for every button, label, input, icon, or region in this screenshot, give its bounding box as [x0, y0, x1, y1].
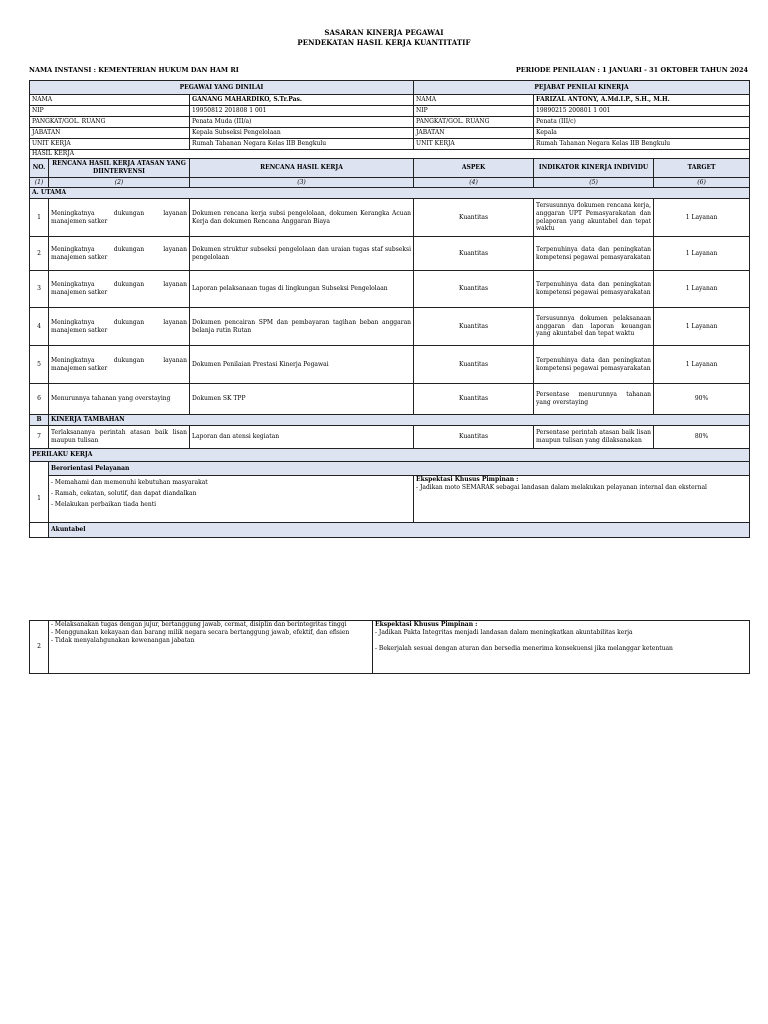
- row-atasan: Meningkatnya dukungan layanan manajemen satker: [49, 199, 190, 237]
- field-label: PANGKAT/GOL. RUANG: [414, 117, 534, 128]
- row-indikator: Terpenuhinya data dan peningkatan kompetensi pegawai pemasyarakatan: [534, 237, 654, 271]
- col-number: (2): [49, 178, 190, 188]
- row-indikator: Persentase menurunnya tahanan yang overstaying: [534, 384, 654, 415]
- pejabat-header: PEJABAT PENILAI KINERJA: [414, 81, 750, 95]
- column-number-row: [30, 178, 750, 188]
- col-header-indikator: INDIKATOR KINERJA INDIVIDU: [534, 159, 654, 178]
- instansi-label: NAMA INSTANSI : KEMENTERIAN HUKUM DAN HAM RI: [29, 66, 239, 74]
- row-aspek: Kuantitas: [414, 308, 534, 346]
- field-label: UNIT KERJA: [30, 139, 190, 150]
- identity-row-pangkat: [30, 117, 750, 128]
- col-number: (3): [190, 178, 414, 188]
- skp-table: [29, 80, 750, 538]
- row-rencana: Dokumen SK TPP: [190, 384, 414, 415]
- row-number: 1: [30, 199, 49, 237]
- row-rencana: Dokumen Penilaian Prestasi Kinerja Pegawai: [190, 346, 414, 384]
- col-header-aspek: ASPEK: [414, 159, 534, 178]
- col-header-rencana: RENCANA HASIL KERJA: [190, 159, 414, 178]
- pegawai-jabatan: Kepala Subseksi Pengelolaan: [190, 128, 414, 139]
- section-tambahan: KINERJA TAMBAHAN: [49, 415, 750, 426]
- table-row: [30, 271, 750, 308]
- perilaku-point: - Ramah, cekatan, solutif, dan dapat diandalkan: [51, 489, 197, 497]
- table-row: [30, 308, 750, 346]
- col-number: (1): [30, 178, 49, 188]
- row-aspek: Kuantitas: [414, 237, 534, 271]
- row-aspek: Kuantitas: [414, 384, 534, 415]
- ekspektasi-label: Ekspektasi Khusus Pimpinan :: [375, 621, 478, 628]
- pejabat-pangkat: Penata (III/c): [534, 117, 750, 128]
- ekspektasi-item: - Jadikan Pakta Integritas menjadi landasan dalam meningkatkan akuntabilitas kerja: [375, 628, 633, 636]
- table-row: [30, 346, 750, 384]
- pejabat-nip: 19890215 200801 1 001: [534, 106, 750, 117]
- row-rencana: Laporan dan atensi kegiatan: [190, 426, 414, 449]
- row-target: 1 Layanan: [654, 308, 750, 346]
- row-aspek: Kuantitas: [414, 271, 534, 308]
- table-row: [30, 237, 750, 271]
- pegawai-name: GANANG MAHARDIKO, S.Tr.Pas.: [190, 95, 414, 106]
- perilaku-number: 2: [30, 621, 49, 674]
- perilaku-row: [30, 476, 750, 523]
- row-atasan: Menurunnya tahanan yang overstaying: [49, 384, 190, 415]
- pejabat-jabatan: Kepala: [534, 128, 750, 139]
- field-label: NIP: [414, 106, 534, 117]
- row-target: 1 Layanan: [654, 271, 750, 308]
- row-indikator: Tersusunnya dokumen rencana kerja, anggaran UPT Pemasyarakatan dan pelaporan yang akuntabel dan tepat waktu: [534, 199, 654, 237]
- identity-row-unit: [30, 139, 750, 150]
- row-indikator: Persentase perintah atasan baik lisan maupun tulisan yang dilaksanakan: [534, 426, 654, 449]
- row-target: 80%: [654, 426, 750, 449]
- pejabat-unit: Rumah Tahanan Negara Kelas IIB Bengkulu: [534, 139, 750, 150]
- table-row: [30, 199, 750, 237]
- identity-row-nama: [30, 95, 750, 106]
- row-atasan: Meningkatnya dukungan layanan manajemen satker: [49, 346, 190, 384]
- field-label: NAMA: [414, 95, 534, 106]
- row-atasan: Terlaksananya perintah atasan baik lisan maupun tulisan: [49, 426, 190, 449]
- row-number: 2: [30, 237, 49, 271]
- row-aspek: Kuantitas: [414, 199, 534, 237]
- col-number: (4): [414, 178, 534, 188]
- ekspektasi-label: Ekspektasi Khusus Pimpinan :: [416, 476, 519, 483]
- section-tambahan-number: B: [30, 415, 49, 426]
- col-number: (5): [534, 178, 654, 188]
- row-atasan: Meningkatnya dukungan layanan manajemen satker: [49, 271, 190, 308]
- ekspektasi-item: - Bekerjalah sesuai dengan aturan dan bersedia menerima konsekuensi jika melanggar ketentuan: [375, 644, 673, 652]
- pegawai-pangkat: Penata Muda (III/a): [190, 117, 414, 128]
- table-row: [30, 426, 750, 449]
- row-number: 3: [30, 271, 49, 308]
- row-target: 1 Layanan: [654, 237, 750, 271]
- document-title: SASARAN KINERJA PEGAWAI: [324, 28, 444, 37]
- section-utama: A. UTAMA: [30, 188, 750, 199]
- perilaku-point: - Menggunakan kekayaan dan barang milik negara secara bertanggung jawab, efektif, dan efisien: [51, 628, 350, 636]
- row-target: 1 Layanan: [654, 199, 750, 237]
- perilaku-number-spacer: [30, 462, 49, 476]
- field-label: JABATAN: [30, 128, 190, 139]
- row-rencana: Dokumen rencana kerja subsi pengelolaan, dokumen Kerangka Acuan Kerja dan dokumen Rencana Anggaran Biaya: [190, 199, 414, 237]
- perilaku-row: [30, 621, 750, 674]
- row-indikator: Terpenuhinya data dan peningkatan kompetensi pegawai pemasyarakatan: [534, 271, 654, 308]
- table-row: [30, 384, 750, 415]
- row-number: 7: [30, 426, 49, 449]
- identity-row-jabatan: [30, 128, 750, 139]
- perilaku-point: - Memahami dan memenuhi kebutuhan masyarakat: [51, 479, 208, 486]
- row-target: 1 Layanan: [654, 346, 750, 384]
- row-rencana: Dokumen pencairan SPM dan pembayaran tagihan beban anggaran belanja rutin Rutan: [190, 308, 414, 346]
- field-label: PANGKAT/GOL. RUANG: [30, 117, 190, 128]
- skp-table-continued: [29, 620, 750, 674]
- perilaku-point: - Melakukan perbaikan tiada henti: [51, 500, 157, 508]
- perilaku-kerja-label: PERILAKU KERJA: [30, 449, 750, 462]
- ekspektasi-cell: [414, 476, 750, 523]
- row-indikator: Tersusunnya dokumen pelaksanaan anggaran dan laporan keuangan yang akuntabel dan tepat waktu: [534, 308, 654, 346]
- row-rencana: Dokumen struktur subseksi pengelolaan dan uraian tugas staf subseksi pengelolaan: [190, 237, 414, 271]
- perilaku-point: - Tidak menyalahgunakan kewenangan jabatan: [51, 636, 195, 644]
- perilaku-points: [49, 476, 414, 523]
- row-target: 90%: [654, 384, 750, 415]
- perilaku-points: [49, 621, 373, 674]
- row-number: 4: [30, 308, 49, 346]
- hasil-kerja-label: HASIL KERJA: [30, 150, 750, 159]
- field-label: NAMA: [30, 95, 190, 106]
- ekspektasi-item: - Jadikan moto SEMARAK sebagai landasan dalam melakukan pelayanan internal dan eksternal: [416, 483, 707, 491]
- field-label: UNIT KERJA: [414, 139, 534, 150]
- row-atasan: Meningkatnya dukungan layanan manajemen satker: [49, 237, 190, 271]
- col-number: (6): [654, 178, 750, 188]
- row-number: 6: [30, 384, 49, 415]
- col-header-target: TARGET: [654, 159, 750, 178]
- pejabat-name: FARIZAL ANTONY, A.Md.I.P., S.H., M.H.: [534, 95, 750, 106]
- row-rencana: Laporan pelaksanaan tugas di lingkungan Subseksi Pengelolaan: [190, 271, 414, 308]
- row-aspek: Kuantitas: [414, 346, 534, 384]
- perilaku-number: 1: [30, 476, 49, 523]
- perilaku-number-spacer: [30, 523, 49, 538]
- col-header-atasan: RENCANA HASIL KERJA ATASAN YANG DIINTERVENSI: [49, 159, 190, 178]
- document-subtitle: PENDEKATAN HASIL KERJA KUANTITATIF: [297, 38, 471, 47]
- field-label: NIP: [30, 106, 190, 117]
- ekspektasi-cell: [373, 621, 750, 674]
- perilaku-title: Akuntabel: [49, 523, 750, 538]
- perilaku-point: - Melaksanakan tugas dengan jujur, bertanggung jawab, cermat, disiplin dan berintegritas tinggi: [51, 621, 347, 628]
- row-number: 5: [30, 346, 49, 384]
- pegawai-nip: 19950812 201808 1 001: [190, 106, 414, 117]
- row-indikator: Terpenuhinya data dan peningkatan kompetensi pegawai pemasyarakatan: [534, 346, 654, 384]
- perilaku-title: Berorientasi Pelayanan: [49, 462, 750, 476]
- field-label: JABATAN: [414, 128, 534, 139]
- pegawai-unit: Rumah Tahanan Negara Kelas IIB Bengkulu: [190, 139, 414, 150]
- periode-label: PERIODE PENILAIAN : 1 JANUARI - 31 OKTOBER TAHUN 2024: [515, 66, 748, 74]
- col-header-no: NO.: [30, 159, 49, 178]
- row-aspek: Kuantitas: [414, 426, 534, 449]
- row-atasan: Meningkatnya dukungan layanan manajemen satker: [49, 308, 190, 346]
- pegawai-header: PEGAWAI YANG DINILAI: [30, 81, 414, 95]
- column-header-row: [30, 159, 750, 178]
- identity-row-nip: [30, 106, 750, 117]
